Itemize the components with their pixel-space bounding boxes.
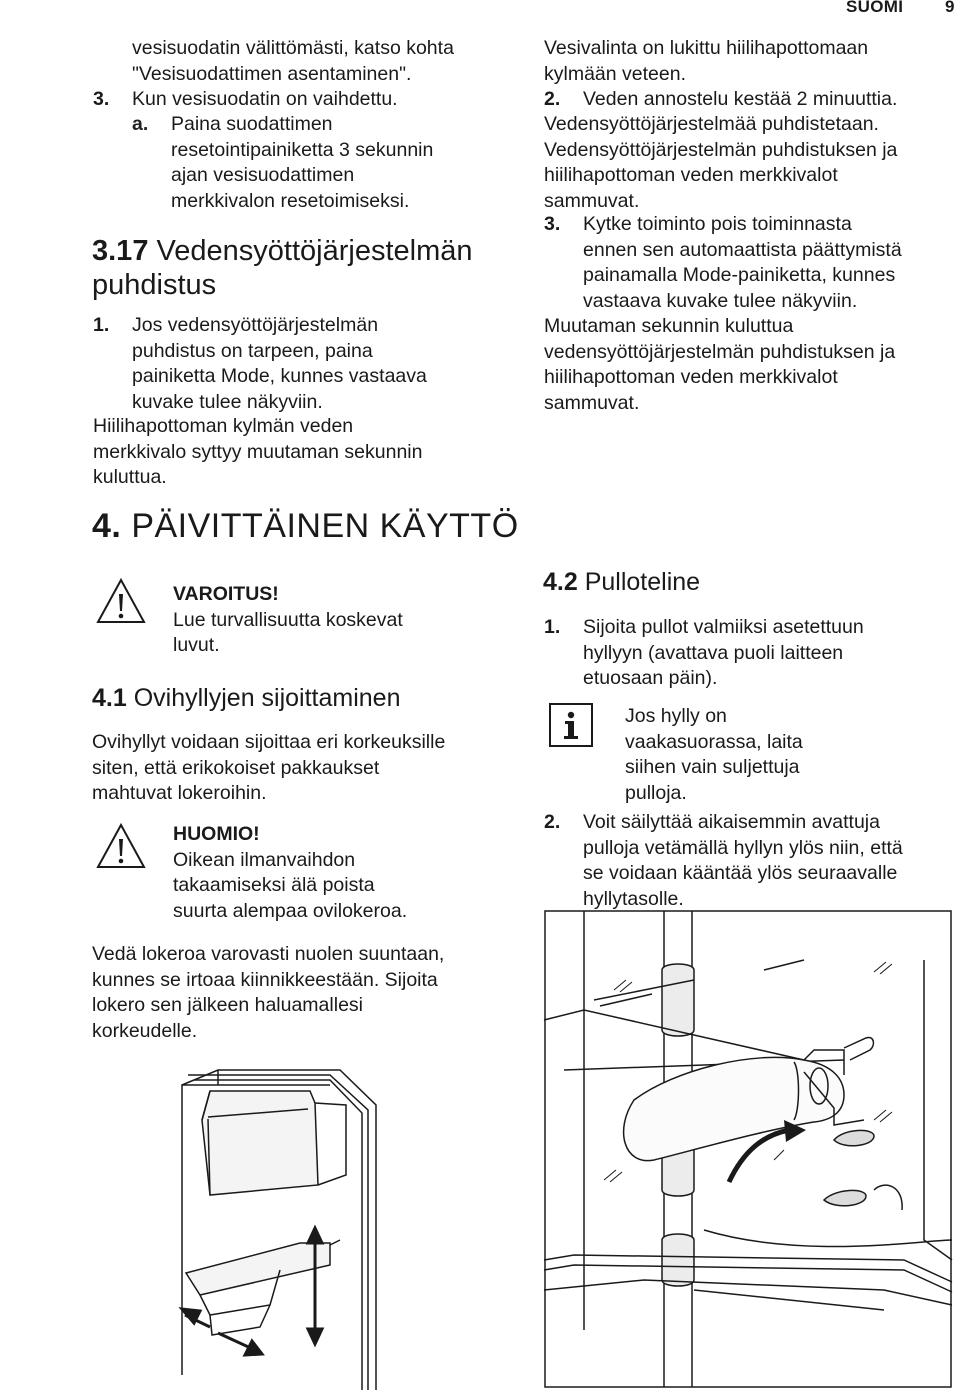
text-line: Muutaman sekunnin kuluttua	[544, 315, 794, 337]
continuation-text: vesisuodatin välittömästi, katso kohta "Vesisuodattimen asentaminen".	[132, 37, 454, 85]
text-line: korkeudelle.	[92, 1019, 198, 1042]
text-line: painamalla Mode-painiketta, kunnes	[583, 264, 896, 287]
text-line: painiketta Mode, kunnes vastaava	[132, 365, 427, 388]
right-step-3: 3. Kytke toiminto pois toiminnasta ennen sen automaattista päättymistä painamalla Mode-painiketta, kunnes vastaava kuvake tulee näkyviin.	[544, 212, 954, 314]
text-line: Jos vedensyöttöjärjestelmän	[132, 314, 379, 336]
text-line: Vedä lokeroa varovasti nuolen suuntaan,	[92, 943, 445, 965]
text-line: kunnes se irtoaa kiinnikkeestään. Sijoita	[92, 968, 438, 991]
step-3: 3. Kun vesisuodatin on vaihdettu.	[93, 88, 398, 110]
text-line: pulloja.	[625, 781, 687, 804]
caution-icon	[96, 823, 146, 873]
text-line: hiilihapottoman veden merkkivalot	[544, 366, 838, 389]
text-line: hyllyyn (avattava puoli laitteen	[583, 641, 844, 664]
text-line: Vedensyöttöjärjestelmää puhdistetaan.	[544, 113, 879, 135]
text-line: Kytke toiminto pois toiminnasta	[583, 213, 852, 235]
text-line: takaamiseksi älä poista	[173, 874, 375, 897]
section-4-1-text	[92, 730, 522, 807]
text-line: resetointipainiketta 3 sekunnin	[171, 138, 434, 161]
text-line: sammuvat.	[544, 189, 640, 212]
text-line: siten, että erikokoiset pakkaukset	[92, 756, 380, 779]
text-line: Lue turvallisuutta koskevat	[173, 608, 403, 631]
right-step-2-result	[544, 112, 954, 214]
text-line: kuluttua.	[93, 466, 167, 489]
text-line: lokero sen jälkeen haluamallesi	[92, 994, 363, 1017]
bottle-step-1: 1. Sijoita pullot valmiiksi asetettuun hyllyyn (avattava puoli laitteen etuosaan päin).	[544, 615, 954, 692]
text-line: Paina suodattimen	[171, 113, 333, 135]
step-1-text	[132, 313, 513, 415]
step-a-text	[171, 112, 512, 214]
text-line: hiilihapottoman veden merkkivalot	[544, 164, 838, 187]
text-line: vedensyöttöjärjestelmän puhdistuksen ja	[544, 340, 896, 363]
step-1: 1. Jos vedensyöttöjärjestelmän puhdistus on tarpeen, paina painiketta Mode, kunnes vastaava kuvake tulee näkyviin.	[93, 313, 513, 415]
language-label: SUOMI	[846, 0, 904, 16]
text-line: siihen vain suljettuja	[625, 756, 800, 779]
section-4-1-title: 4.1 Ovihyllyjen sijoittaminen	[92, 684, 401, 712]
text-line: suurta alempaa ovilokeroa.	[173, 899, 408, 922]
section-3-17-title: 3.17 Vedensyöttöjärjestelmän puhdistus	[92, 235, 473, 301]
text-line: Ovihyllyt voidaan sijoittaa eri korkeuksille	[92, 731, 446, 753]
text-line: Oikean ilmanvaihdon	[173, 848, 356, 871]
bottle-step-2: 2. Voit säilyttää aikaisemmin avattuja pulloja vetämällä hyllyn ylös niin, että se voidaan kääntää ylös seuraavalle hyllytasolle.	[544, 810, 954, 912]
text-line: Hiilihapottoman kylmän veden	[93, 415, 354, 437]
text-line: puhdistus on tarpeen, paina	[132, 339, 373, 362]
step-a: a. Paina suodattimen resetointipainiketta 3 sekunnin ajan vesisuodattimen merkkivalon resetoimiseksi.	[132, 112, 512, 214]
step-1-result	[93, 414, 513, 491]
text-line: etuosaan päin).	[583, 667, 718, 690]
text-line: vastaava kuvake tulee näkyviin.	[583, 289, 858, 312]
text-line: ennen sen automaattista päättymistä	[583, 238, 902, 261]
text-line: Jos hylly on	[625, 705, 727, 727]
info-icon	[549, 703, 593, 747]
right-intro-text	[544, 36, 954, 87]
text-line: pulloja vetämällä hyllyn ylös niin, että	[583, 836, 903, 859]
caution-box: HUOMIO! Oikean ilmanvaihdon takaamiseksi älä poista suurta alempaa ovilokeroa.	[173, 822, 407, 924]
page-number: 9	[945, 0, 955, 16]
text-line: Vedensyöttöjärjestelmän puhdistuksen ja	[544, 138, 898, 161]
text-line: Vesivalinta on lukittu hiilihapottomaan	[544, 37, 869, 59]
text-line: mahtuvat lokeroihin.	[92, 782, 267, 805]
text-line: Sijoita pullot valmiiksi asetettuun	[583, 616, 864, 638]
text-line: kylmään veteen.	[544, 62, 686, 85]
text-line: Voit säilyttää aikaisemmin avattuja	[583, 811, 880, 833]
warning-box: VAROITUS! Lue turvallisuutta koskevat luvut.	[173, 582, 403, 659]
text-line: kuvake tulee näkyviin.	[132, 390, 323, 413]
drawer-instructions	[92, 942, 522, 1044]
right-step-2: 2. Veden annostelu kestää 2 minuuttia.	[544, 88, 898, 110]
text-line: sammuvat.	[544, 391, 640, 414]
text-line: hyllytasolle.	[583, 887, 684, 910]
text-line: vaakasuorassa, laita	[625, 730, 803, 753]
bottle-rack-illustration	[544, 910, 954, 1390]
text-line: ajan vesisuodattimen	[171, 164, 355, 187]
chapter-4-title: 4. PÄIVITTÄINEN KÄYTTÖ	[92, 507, 519, 545]
section-4-2-title: 4.2 Pulloteline	[543, 568, 701, 596]
text-line: merkkivalo syttyy muutaman sekunnin	[93, 440, 423, 463]
right-step-3-result	[544, 314, 954, 416]
door-shelf-illustration	[180, 1065, 380, 1390]
warning-icon	[96, 578, 146, 628]
text-line: merkkivalon resetoimiseksi.	[171, 189, 410, 212]
text-line: luvut.	[173, 634, 220, 657]
text-line: se voidaan kääntää ylös seuraavalle	[583, 862, 898, 885]
info-note	[625, 704, 803, 806]
